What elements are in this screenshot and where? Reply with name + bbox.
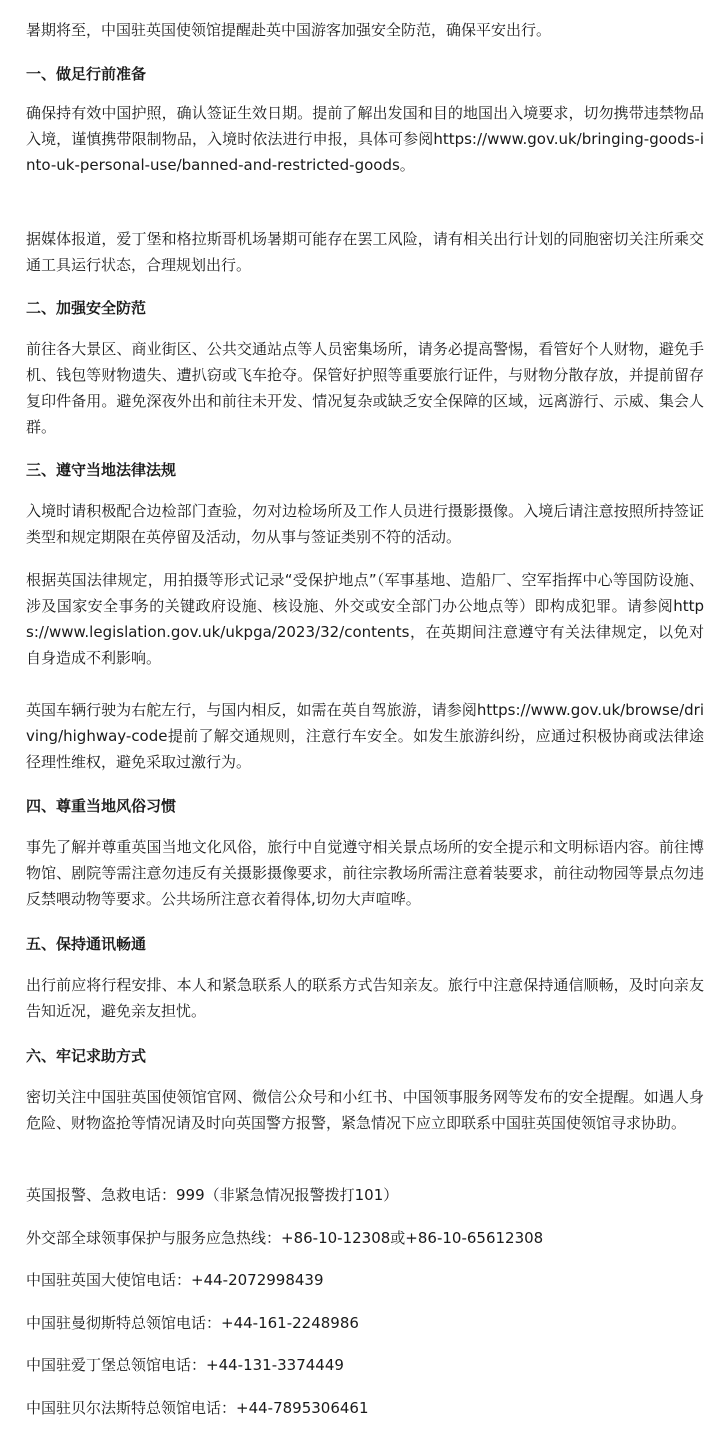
section-heading-preparation: 一、做足行前准备	[26, 65, 147, 83]
contact-uk-emergency: 英国报警、急救电话：999（非紧急情况报警拨打101）	[26, 1186, 399, 1204]
section-heading-communication: 五、保持通讯畅通	[26, 935, 147, 953]
paragraph-border-inspection: 入境时请积极配合边检部门查验，勿对边检场所及工作人员进行摄影摄像。入境后请注意按照所持签证类型和规定期限在英停留及活动，勿从事与签证类别不符的活动。	[26, 502, 704, 546]
contact-consulate-manchester: 中国驻曼彻斯特总领馆电话：+44-161-2248986	[26, 1314, 359, 1332]
paragraph-local-customs: 事先了解并尊重英国当地文化风俗，旅行中自觉遵守相关景点场所的安全提示和文明标语内容。前往博物馆、剧院等需注意勿违反有关摄影摄像要求，前往宗教场所需注意着装要求，前往动物园等景点勿违反禁喂动物等要求。公共场所注意衣着得体,切勿大声喧哗。	[26, 838, 704, 908]
contact-consulate-edinburgh: 中国驻爱丁堡总领馆电话：+44-131-3374449	[26, 1356, 344, 1374]
section-heading-help: 六、牢记求助方式	[26, 1047, 147, 1065]
paragraph-communication: 出行前应将行程安排、本人和紧急联系人的联系方式告知亲友。旅行中注意保持通信顺畅，及时向亲友告知近况，避免亲友担忧。	[26, 976, 704, 1020]
section-heading-laws: 三、遵守当地法律法规	[26, 461, 177, 479]
paragraph-help: 密切关注中国驻英国使领馆官网、微信公众号和小红书、中国领事服务网等发布的安全提醒。如遇人身危险、财物盗抢等情况请及时向英国警方报警，紧急情况下应立即联系中国驻英国使领馆寻求协助。	[26, 1088, 704, 1132]
paragraph-passport-visa: 确保持有效中国护照，确认签证生效日期。提前了解出发国和目的地国出入境要求，切勿携带违禁物品入境，谨慎携带限制物品，入境时依法进行申报，具体可参阅https://www.gov.uk/bringing-goods-into-uk-personal-use/banned-and-restricted-goods。	[26, 104, 704, 174]
paragraph-protected-places: 根据英国法律规定，用拍摄等形式记录“受保护地点”（军事基地、造船厂、空军指挥中心等国防设施、涉及国家安全事务的关键政府设施、核设施、外交或安全部门办公地点等）即构成犯罪。请参阅https://www.legislation.gov.uk/ukpga/2023/32/contents，在英期间注意遵守有关法律规定，以免对自身造成不利影响。	[26, 571, 704, 667]
paragraph-strike-risk: 据媒体报道，爱丁堡和格拉斯哥机场暑期可能存在罢工风险，请有相关出行计划的同胞密切关注所乘交通工具运行状态，合理规划出行。	[26, 230, 704, 274]
intro-paragraph: 暑期将至，中国驻英国使领馆提醒赴英中国游客加强安全防范，确保平安出行。	[26, 21, 552, 39]
contact-consulate-belfast: 中国驻贝尔法斯特总领馆电话：+44-7895306461	[26, 1399, 369, 1417]
section-heading-customs: 四、尊重当地风俗习惯	[26, 797, 177, 815]
section-heading-safety: 二、加强安全防范	[26, 299, 147, 317]
contact-mfa-hotline: 外交部全球领事保护与服务应急热线：+86-10-12308或+86-10-65612308	[26, 1229, 544, 1247]
contact-embassy-london: 中国驻英国大使馆电话：+44-2072998439	[26, 1271, 324, 1289]
paragraph-driving-rules: 英国车辆行驶为右舵左行，与国内相反，如需在英自驾旅游，请参阅https://www.gov.uk/browse/driving/highway-code提前了解交通规则，注意行车安全。如发生旅游纠纷，应通过积极协商或法律途径理性维权，避免采取过激行为。	[26, 701, 704, 771]
paragraph-safety-precautions: 前往各大景区、商业街区、公共交通站点等人员密集场所，请务必提高警惕，看管好个人财物，避免手机、钱包等财物遗失、遭扒窃或飞车抢夺。保管好护照等重要旅行证件，与财物分散存放，并提前留存复印件备用。避免深夜外出和前往未开发、情况复杂或缺乏安全保障的区域，远离游行、示威、集会人群。	[26, 340, 704, 436]
